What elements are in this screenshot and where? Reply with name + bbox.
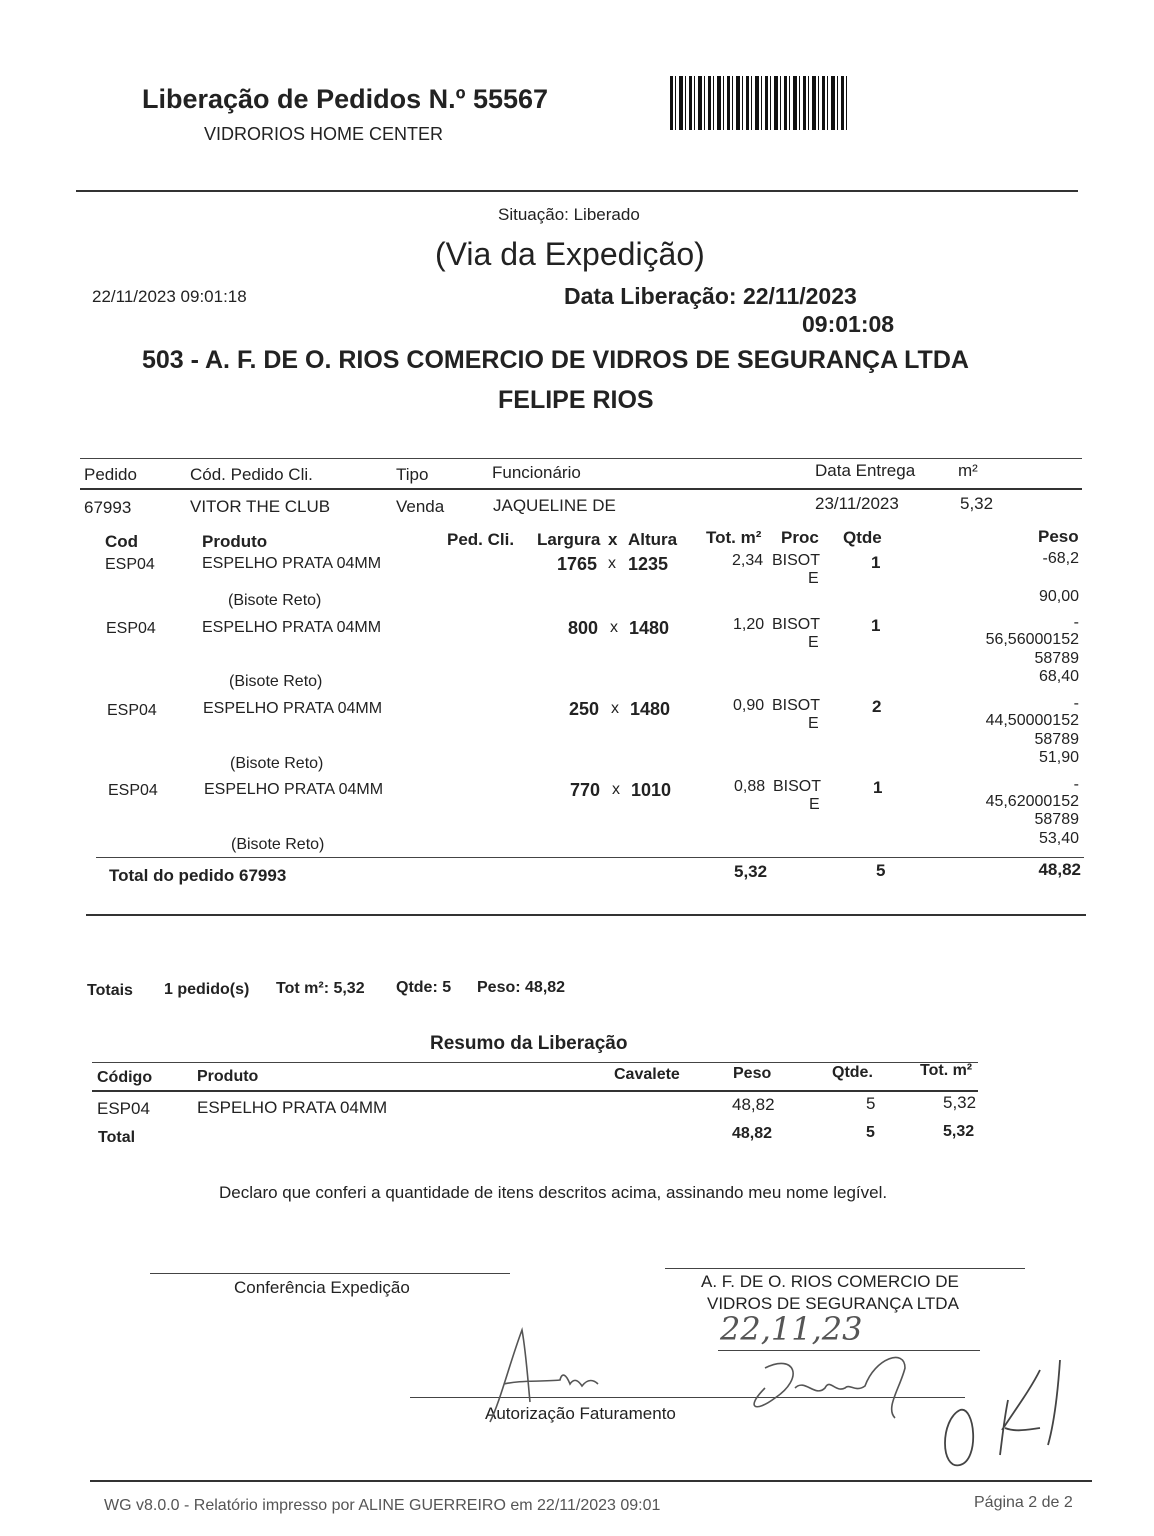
customer-person: FELIPE RIOS bbox=[498, 386, 654, 414]
item-qtde: 1 bbox=[871, 553, 881, 572]
col-m2: m² bbox=[958, 461, 978, 480]
item-proc: BISOT bbox=[772, 552, 821, 569]
summary-total-qtde: 5 bbox=[866, 1124, 875, 1141]
item-produto: ESPELHO PRATA 04MM bbox=[202, 619, 382, 636]
release-date-label-text: Data Liberação: bbox=[564, 283, 737, 309]
item-cod: ESP04 bbox=[107, 702, 157, 719]
item-peso: - bbox=[1073, 614, 1079, 631]
col-tipo: Tipo bbox=[396, 465, 429, 484]
item-largura: 770 bbox=[570, 780, 601, 800]
via-label: (Via da Expedição) bbox=[435, 236, 705, 272]
item-largura: 250 bbox=[569, 699, 600, 719]
item-proc: BISOT bbox=[773, 778, 822, 795]
handwritten-date: 22,11,23 bbox=[720, 1310, 863, 1348]
item-obs: (Bisote Reto) bbox=[231, 836, 325, 853]
col-data-entrega: Data Entrega bbox=[815, 461, 916, 480]
summary-col-qtde: Qtde. bbox=[832, 1064, 873, 1081]
item-altura: 1480 bbox=[630, 699, 671, 719]
divider bbox=[86, 914, 1086, 916]
item-peso-detail-cont: 58789 bbox=[1034, 731, 1079, 748]
item-peso-detail: 44,50000152 bbox=[985, 712, 1079, 729]
signature-company-line1: A. F. DE O. RIOS COMERCIO DE bbox=[701, 1272, 959, 1291]
signature-line bbox=[665, 1268, 1025, 1269]
item-tot-m2: 0,88 bbox=[734, 778, 766, 795]
item-peso-detail: 45,62000152 bbox=[985, 793, 1079, 810]
divider bbox=[96, 857, 1084, 858]
totals-label: Totais bbox=[87, 982, 133, 999]
item-altura: 1235 bbox=[628, 554, 669, 574]
item-peso-value: 53,40 bbox=[1038, 830, 1079, 847]
order-type: Venda bbox=[396, 497, 445, 516]
item-altura: 1480 bbox=[629, 618, 670, 638]
items-col-altura: Altura bbox=[628, 530, 678, 549]
items-col-x: x bbox=[608, 530, 618, 549]
signature-label-autorizacao: Autorização Faturamento bbox=[485, 1404, 676, 1423]
item-peso-value: 68,40 bbox=[1038, 668, 1079, 685]
ok-mark bbox=[930, 1360, 1080, 1475]
summary-qtde: 5 bbox=[866, 1094, 876, 1113]
signature-aline bbox=[470, 1322, 610, 1432]
item-proc-cont: E bbox=[808, 634, 819, 651]
order-total-qtde: 5 bbox=[876, 861, 886, 880]
divider bbox=[92, 1062, 978, 1063]
summary-total-label: Total bbox=[98, 1129, 136, 1146]
item-obs: (Bisote Reto) bbox=[229, 673, 323, 690]
report-title: Liberação de Pedidos N.º 55567 bbox=[142, 84, 549, 114]
item-qtde: 2 bbox=[872, 697, 882, 716]
col-pedido: Pedido bbox=[84, 465, 137, 484]
item-produto: ESPELHO PRATA 04MM bbox=[203, 700, 383, 717]
summary-codigo: ESP04 bbox=[97, 1099, 150, 1118]
item-proc: BISOT bbox=[772, 697, 821, 714]
footer-print-info: WG v8.0.0 - Relatório impresso por ALINE GUERREIRO em 22/11/2023 09:01 bbox=[104, 1497, 661, 1514]
summary-col-cavalete: Cavalete bbox=[614, 1066, 680, 1083]
item-peso-detail: 56,56000152 bbox=[985, 631, 1079, 648]
item-peso-value: 90,00 bbox=[1038, 588, 1079, 605]
declaration-text: Declaro que conferi a quantidade de itens descritos acima, assinando meu nome legível. bbox=[219, 1183, 888, 1202]
item-x: x bbox=[608, 555, 616, 572]
item-peso: -68,2 bbox=[1042, 550, 1079, 567]
items-col-largura: Largura bbox=[537, 530, 601, 549]
items-col-proc: Proc bbox=[781, 528, 819, 547]
summary-total-peso: 48,82 bbox=[732, 1125, 773, 1142]
summary-col-produto: Produto bbox=[197, 1068, 259, 1085]
totals-m2: Tot m²: 5,32 bbox=[276, 980, 365, 997]
totals-peso: Peso: 48,82 bbox=[477, 979, 566, 996]
order-total-peso: 48,82 bbox=[1038, 860, 1081, 879]
summary-total-m2: 5,32 bbox=[943, 1123, 975, 1140]
company-subtitle: VIDRORIOS HOME CENTER bbox=[204, 124, 444, 144]
order-total-m2: 5,32 bbox=[734, 862, 768, 881]
item-produto: ESPELHO PRATA 04MM bbox=[202, 555, 382, 572]
items-col-produto: Produto bbox=[202, 532, 268, 551]
release-time: 09:01:08 bbox=[802, 311, 895, 337]
item-tot-m2: 1,20 bbox=[733, 616, 765, 633]
customer-company: 503 - A. F. DE O. RIOS COMERCIO DE VIDROS DE SEGURANÇA LTDA bbox=[142, 346, 969, 374]
item-peso: - bbox=[1073, 695, 1079, 712]
signature-daniel bbox=[735, 1348, 935, 1428]
item-x: x bbox=[610, 619, 618, 636]
item-tot-m2: 0,90 bbox=[733, 697, 765, 714]
items-col-qtde: Qtde bbox=[843, 528, 882, 547]
items-col-ped-cli: Ped. Cli. bbox=[447, 530, 515, 549]
item-largura: 800 bbox=[568, 618, 599, 638]
order-m2: 5,32 bbox=[960, 494, 994, 513]
release-date: 22/11/2023 bbox=[742, 283, 857, 309]
print-timestamp: 22/11/2023 09:01:18 bbox=[92, 287, 247, 306]
summary-col-peso: Peso bbox=[733, 1065, 772, 1082]
signature-line bbox=[150, 1273, 510, 1274]
signature-label-conferencia: Conferência Expedição bbox=[234, 1278, 410, 1297]
items-col-cod: Cod bbox=[105, 532, 139, 551]
item-altura: 1010 bbox=[631, 780, 672, 800]
item-x: x bbox=[612, 781, 620, 798]
item-tot-m2: 2,34 bbox=[732, 552, 764, 569]
employee: JAQUELINE DE bbox=[493, 496, 616, 515]
divider bbox=[80, 458, 1082, 459]
summary-col-codigo: Código bbox=[97, 1069, 153, 1086]
page-number: Página 2 de 2 bbox=[974, 1494, 1073, 1511]
item-cod: ESP04 bbox=[106, 620, 156, 637]
summary-tot-m2: 5,32 bbox=[943, 1093, 977, 1112]
signature-company-line2: VIDROS DE SEGURANÇA LTDA bbox=[707, 1294, 959, 1313]
item-proc-cont: E bbox=[808, 570, 819, 587]
items-col-tot-m2: Tot. m² bbox=[706, 528, 762, 547]
item-peso-detail-cont: 58789 bbox=[1034, 650, 1079, 667]
client-order-code: VITOR THE CLUB bbox=[190, 497, 331, 516]
divider bbox=[90, 1480, 1092, 1482]
summary-col-tot-m2: Tot. m² bbox=[920, 1062, 973, 1079]
item-proc-cont: E bbox=[808, 715, 819, 732]
item-cod: ESP04 bbox=[105, 556, 155, 573]
delivery-date: 23/11/2023 bbox=[815, 494, 899, 513]
item-peso-value: 51,90 bbox=[1038, 749, 1079, 766]
divider bbox=[92, 1090, 978, 1092]
item-x: x bbox=[611, 700, 619, 717]
status-text: Situação: Liberado bbox=[498, 205, 640, 224]
divider bbox=[80, 488, 1082, 490]
item-peso: - bbox=[1073, 776, 1079, 793]
release-date-label bbox=[564, 283, 857, 310]
totals-qtde: Qtde: 5 bbox=[396, 979, 452, 996]
summary-peso: 48,82 bbox=[732, 1095, 775, 1114]
item-proc: BISOT bbox=[772, 616, 821, 633]
item-cod: ESP04 bbox=[108, 782, 158, 799]
items-col-peso: Peso bbox=[1038, 527, 1079, 546]
barcode bbox=[670, 76, 848, 130]
item-largura: 1765 bbox=[557, 554, 598, 574]
item-qtde: 1 bbox=[873, 778, 883, 797]
item-produto: ESPELHO PRATA 04MM bbox=[204, 781, 384, 798]
item-peso-detail-cont: 58789 bbox=[1034, 811, 1079, 828]
summary-title: Resumo da Liberação bbox=[430, 1033, 628, 1054]
divider bbox=[76, 190, 1078, 192]
item-obs: (Bisote Reto) bbox=[230, 755, 324, 772]
item-qtde: 1 bbox=[871, 616, 881, 635]
order-total-label: Total do pedido 67993 bbox=[109, 866, 287, 885]
item-proc-cont: E bbox=[809, 796, 820, 813]
col-funcionario: Funcionário bbox=[492, 463, 581, 482]
summary-produto: ESPELHO PRATA 04MM bbox=[197, 1098, 388, 1117]
col-cod-pedido-cli: Cód. Pedido Cli. bbox=[190, 465, 313, 484]
item-obs: (Bisote Reto) bbox=[228, 592, 322, 609]
order-number: 67993 bbox=[84, 498, 132, 517]
totals-pedidos: 1 pedido(s) bbox=[164, 981, 250, 998]
